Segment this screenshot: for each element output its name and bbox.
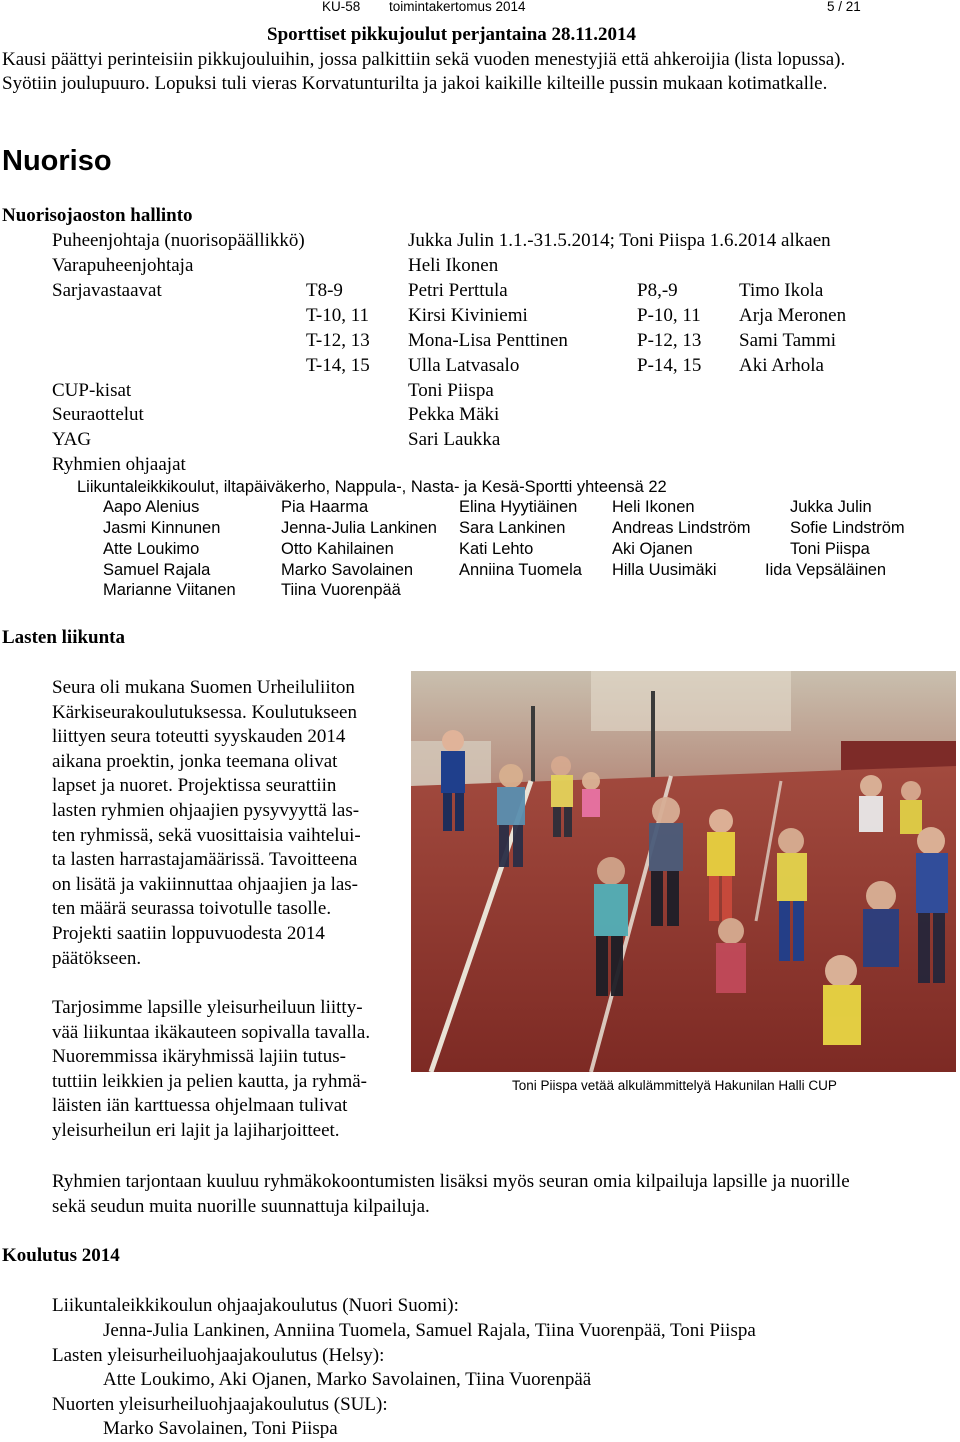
- paragraph-line: lasten ryhmien ohjaajien pysyvyyttä las-: [52, 799, 360, 821]
- seura-value: Pekka Mäki: [408, 404, 500, 425]
- training-title: Koulutus 2014: [2, 1245, 120, 1266]
- chair-value: Jukka Julin 1.1.-31.5.2014; Toni Piispa 1.6.2014 alkaen: [408, 230, 831, 251]
- photo-caption: Toni Piispa vetää alkulämmittelyä Hakunilan Halli CUP: [512, 1078, 837, 1093]
- series-p-class: P-14, 15: [637, 355, 702, 376]
- instructor-name: Pia Haarma: [281, 498, 369, 516]
- paragraph-line: on lisätä ja vakiinnuttaa ohjaajien ja las-: [52, 873, 359, 895]
- paragraph-line: Tarjosimme lapsille yleisurheiluun liitty-: [52, 997, 363, 1018]
- series-t-name: Ulla Latvasalo: [408, 355, 520, 376]
- instructor-name: Kati Lehto: [459, 540, 534, 558]
- warmup-photo: [411, 671, 956, 1072]
- instructor-name: Aapo Alenius: [103, 498, 200, 516]
- kids-paragraph-1: [52, 676, 361, 971]
- cup-label: CUP-kisat: [52, 380, 132, 401]
- instructor-name: Jenna-Julia Lankinen: [281, 519, 437, 537]
- instructor-name: Toni Piispa: [790, 540, 870, 558]
- paragraph-line: lapset ja nuoret. Projektissa seurattiin: [52, 775, 337, 797]
- training-names: Atte Loukimo, Aki Ojanen, Marko Savolainen, Tiina Vuorenpää: [103, 1369, 592, 1390]
- series-p-name: Sami Tammi: [739, 330, 837, 351]
- instructor-name: Otto Kahilainen: [281, 540, 394, 558]
- paragraph-line: Nuoremmissa ikäryhmissä lajiin tutus-: [52, 1046, 346, 1068]
- kids-paragraph-3: [52, 1170, 850, 1219]
- section-title: Nuoriso: [2, 145, 112, 177]
- paragraph-line: Projekti saatiin loppuvuodesta 2014: [52, 922, 325, 944]
- paragraph-line: Kärkiseurakoulutuksessa. Koulutukseen: [52, 701, 357, 723]
- instructor-name: Tiina Vuorenpää: [281, 581, 401, 599]
- series-label: Sarjavastaavat: [52, 280, 162, 301]
- training-label: Liikuntaleikkikoulun ohjaajakoulutus (Nuori Suomi):: [52, 1295, 459, 1316]
- paragraph-line: ten määrä seurassa toivotulle tasolle.: [52, 898, 332, 920]
- instructor-name: Sofie Lindström: [790, 519, 905, 537]
- series-p-name: Timo Ikola: [739, 280, 824, 301]
- cup-value: Toni Piispa: [408, 380, 494, 401]
- paragraph-line: läisten iän karttuessa ohjelmaan tulivat: [52, 1095, 348, 1117]
- paragraph-line: ten ryhmissä, sekä vuosittaisia vaihtelui-: [52, 824, 361, 846]
- chair-label: Puheenjohtaja (nuorisopäällikkö): [52, 230, 305, 251]
- series-t-name: Kirsi Kiviniemi: [408, 305, 528, 326]
- series-p-class: P-12, 13: [637, 330, 702, 351]
- instructor-name: Andreas Lindström: [612, 519, 751, 537]
- groups-label: Ryhmien ohjaajat: [52, 454, 186, 475]
- training-names: Marko Savolainen, Toni Piispa: [103, 1418, 338, 1439]
- instructor-name: Sara Lankinen: [459, 519, 566, 537]
- instructor-name: Iida Vepsäläinen: [765, 561, 887, 579]
- instructor-name: Hilla Uusimäki: [612, 561, 717, 579]
- instructor-name: Marko Savolainen: [281, 561, 414, 579]
- instructor-name: Atte Loukimo: [103, 540, 200, 558]
- paragraph-line: päätökseen.: [52, 947, 142, 969]
- vice-label: Varapuheenjohtaja: [52, 255, 194, 276]
- training-names: Jenna-Julia Lankinen, Anniina Tuomela, Samuel Rajala, Tiina Vuorenpää, Toni Piispa: [103, 1320, 756, 1341]
- instructor-name: Jukka Julin: [790, 498, 872, 516]
- paragraph-line: liittyen seura toteutti syyskauden 2014: [52, 726, 346, 748]
- groups-subtitle: Liikuntaleikkikoulut, iltapäiväkerho, Nappula-, Nasta- ja Kesä-Sportti yhteensä 22: [77, 478, 667, 496]
- instructor-name: Aki Ojanen: [612, 540, 693, 558]
- paragraph-line: sekä seudun muita nuorille suunnattuja kilpailuja.: [52, 1195, 430, 1217]
- intro-line-1: Kausi päättyi perinteisiin pikkujouluihin, jossa palkittiin sekä vuoden menestyjiä että ahkeroijia (lista lopussa).: [2, 49, 846, 70]
- instructor-name: Samuel Rajala: [103, 561, 211, 579]
- series-p-name: Aki Arhola: [739, 355, 824, 376]
- paragraph-line: Seura oli mukana Suomen Urheiluliiton: [52, 677, 355, 698]
- intro-title: Sporttiset pikkujoulut perjantaina 28.11.2014: [267, 24, 636, 45]
- series-p-class: P-10, 11: [637, 305, 701, 326]
- series-p-class: P8,-9: [637, 280, 678, 301]
- kids-title: Lasten liikunta: [2, 627, 126, 648]
- yag-value: Sari Laukka: [408, 429, 501, 450]
- instructor-name: Heli Ikonen: [612, 498, 695, 516]
- series-t-name: Mona-Lisa Penttinen: [408, 330, 568, 351]
- paragraph-line: yleisurheilun eri lajit ja lajiharjoitteet.: [52, 1119, 340, 1141]
- series-t-class: T-10, 11: [306, 305, 369, 326]
- training-label: Nuorten yleisurheiluohjaajakoulutus (SUL):: [52, 1394, 388, 1415]
- yag-label: YAG: [52, 429, 92, 450]
- seura-label: Seuraottelut: [52, 404, 144, 425]
- page-number: 5 / 21: [827, 0, 861, 14]
- vice-value: Heli Ikonen: [408, 255, 499, 276]
- series-t-name: Petri Perttula: [408, 280, 508, 301]
- series-t-class: T-14, 15: [306, 355, 370, 376]
- instructor-name: Elina Hyytiäinen: [459, 498, 578, 516]
- series-p-name: Arja Meronen: [739, 305, 847, 326]
- series-t-class: T-12, 13: [306, 330, 370, 351]
- document-id: KU-58: [322, 0, 361, 14]
- paragraph-line: tuttiin leikkien ja pelien kautta, ja ryhmä-: [52, 1070, 367, 1092]
- instructor-name: Marianne Viitanen: [103, 581, 236, 599]
- intro-line-2: Syötiin joulupuuro. Lopuksi tuli vieras Korvatunturilta ja jakoi kaikille kilteille pussin mukaan kotimatkalle.: [2, 73, 828, 94]
- paragraph-line: Ryhmien tarjontaan kuuluu ryhmäkokoontumisten lisäksi myös seuran omia kilpailuja lapsille ja nuorille: [52, 1171, 850, 1192]
- admin-title: Nuorisojaoston hallinto: [2, 205, 193, 226]
- kids-paragraph-2: [52, 996, 370, 1144]
- paragraph-line: aikana proektin, jonka teemana olivat: [52, 750, 338, 772]
- document-title: toimintakertomus 2014: [389, 0, 526, 14]
- paragraph-line: vää liikuntaa ikäkauteen sopivalla tavalla.: [52, 1021, 371, 1043]
- series-t-class: T8-9: [306, 280, 343, 301]
- training-label: Lasten yleisurheiluohjaajakoulutus (Helsy):: [52, 1345, 385, 1366]
- paragraph-line: ta lasten harrastajamäärissä. Tavoitteena: [52, 849, 358, 871]
- instructor-name: Jasmi Kinnunen: [103, 519, 221, 537]
- instructor-name: Anniina Tuomela: [459, 561, 582, 579]
